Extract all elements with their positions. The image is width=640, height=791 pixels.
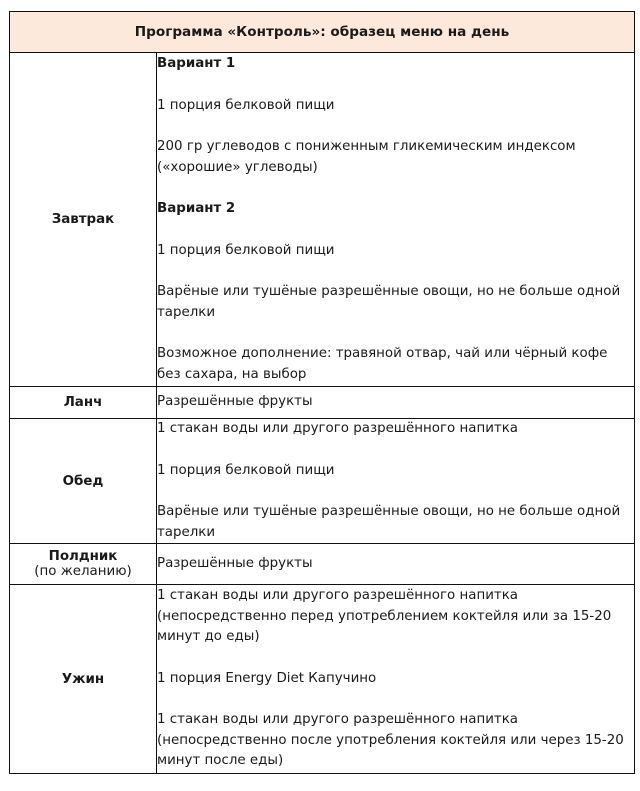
- meal-content-lunch: [157, 387, 635, 419]
- menu-item: 1 порция Energy Diet Капучино: [157, 670, 377, 686]
- meal-label-lunch: Ланч: [10, 387, 157, 419]
- menu-item: Варёные или тушёные разрешённые овощи, но не больше одной тарелки: [157, 284, 621, 320]
- menu-item: Варёные или тушёные разрешённые овощи, но не больше одной тарелки: [157, 504, 621, 540]
- menu-item: Возможное дополнение: травяной отвар, чай или чёрный кофе без сахара, на выбор: [157, 346, 608, 382]
- meal-label-dinner: Обед: [10, 419, 157, 544]
- menu-item: 1 стакан воды или другого разрешённого напитка (непосредственно после употребления коктейля или через 15-20 минут после еды): [157, 712, 624, 769]
- meal-content-dinner: [157, 419, 635, 544]
- table-row-breakfast: [10, 53, 635, 387]
- title-row: [10, 12, 635, 53]
- table-row-supper: [10, 585, 635, 774]
- meal-label-snack: [10, 544, 157, 585]
- table-row-dinner: [10, 419, 635, 544]
- variant-2-heading: Вариант 2: [157, 201, 236, 216]
- meal-name-snack: Полдник: [48, 549, 118, 564]
- menu-table: [9, 11, 635, 774]
- menu-item: Разрешённые фрукты: [157, 394, 313, 410]
- table-row-snack: [10, 544, 635, 585]
- menu-item: 200 гр углеводов с пониженным гликемическим индексом («хорошие» углеводы): [157, 139, 576, 175]
- menu-item: 1 стакан воды или другого разрешённого напитка (непосредственно перед употреблением коктейля или за 15-20 минут до еды): [157, 588, 612, 645]
- meal-content-snack: [157, 544, 635, 585]
- meal-note-snack: (по желанию): [34, 564, 132, 579]
- menu-item: 1 порция белковой пищи: [157, 242, 335, 258]
- meal-content-breakfast: [157, 53, 635, 387]
- meal-content-supper: [157, 585, 635, 774]
- menu-item: 1 стакан воды или другого разрешённого напитка: [157, 421, 518, 436]
- meal-label-supper: Ужин: [10, 585, 157, 774]
- menu-item: Разрешённые фрукты: [157, 555, 313, 571]
- menu-item: 1 порция белковой пищи: [157, 462, 335, 478]
- variant-1-heading: Вариант 1: [157, 56, 236, 71]
- table-row-lunch: [10, 387, 635, 419]
- table-title: Программа «Контроль»: образец меню на день: [10, 12, 635, 53]
- meal-label-breakfast: Завтрак: [10, 53, 157, 387]
- menu-item: 1 порция белковой пищи: [157, 97, 335, 113]
